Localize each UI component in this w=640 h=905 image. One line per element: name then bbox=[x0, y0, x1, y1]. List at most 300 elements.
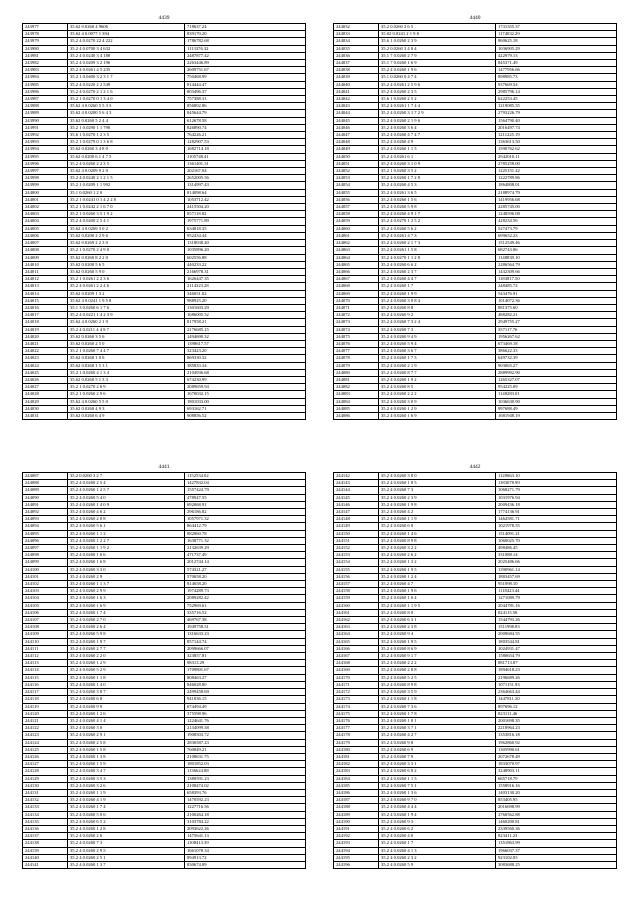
row-id-cell: 244140 bbox=[23, 854, 68, 861]
coordinate-cell: 35.2 4 0.0260 2 1 9 bbox=[379, 362, 496, 369]
row-id-cell: 244029 bbox=[23, 398, 68, 405]
value-cell: 857118.82 bbox=[185, 211, 306, 218]
table-row bbox=[23, 38, 306, 45]
table-row bbox=[23, 494, 306, 501]
coordinate-cell: 35.2 4 0.0260 9 7 0 bbox=[379, 797, 496, 804]
table-row bbox=[23, 732, 306, 739]
coordinate-cell: 35.2 4 0.0260 3 2 6 bbox=[68, 782, 185, 789]
value-cell: 1544793.26 bbox=[496, 617, 617, 624]
table-row bbox=[334, 681, 617, 688]
coordinate-cell: 35.2 4 0.0270 1 1 2 8 bbox=[379, 254, 496, 261]
coordinate-cell: 35.2 4 0.0260 1 7 4 bbox=[68, 804, 185, 811]
coordinate-cell: 35.2 4 0.0260 2 5 1 bbox=[68, 854, 185, 861]
row-id-cell: 244047 bbox=[334, 132, 379, 139]
table-row bbox=[23, 581, 306, 588]
coordinate-cell: 35.2 4 0.0260 8 7 7 bbox=[379, 369, 496, 376]
table-row bbox=[334, 225, 617, 232]
table-row bbox=[23, 840, 306, 847]
row-id-cell: 243995 bbox=[23, 153, 68, 160]
row-id-cell: 243988 bbox=[23, 103, 68, 110]
page-4441 bbox=[22, 463, 306, 869]
coordinate-cell: 35.2 4 0.0260 7 3 2 4 bbox=[379, 319, 496, 326]
table-row bbox=[334, 348, 617, 355]
table-row bbox=[23, 348, 306, 355]
coordinate-cell: 35.1 0.0260 1 2 0 bbox=[68, 189, 185, 196]
table-row bbox=[334, 638, 617, 645]
coordinate-cell: 35.6 1 0.0260 2 3 9 bbox=[379, 38, 496, 45]
value-cell: 752969.61 bbox=[185, 602, 306, 609]
value-cell: 1361401.31 bbox=[185, 160, 306, 167]
coordinate-cell: 35.2 4 0.0260 1 6 9 bbox=[68, 602, 185, 609]
row-id-cell: 244094 bbox=[23, 523, 68, 530]
row-id-cell: 244037 bbox=[334, 60, 379, 67]
row-id-cell: 244040 bbox=[334, 81, 379, 88]
value-cell: 718637.24 bbox=[185, 24, 306, 31]
table-row bbox=[23, 254, 306, 261]
coordinate-cell: 35.2 4 0.0260 6 8 bbox=[379, 523, 496, 530]
coordinate-cell: 35.2 4 0.0260 2 3 2 bbox=[379, 854, 496, 861]
row-id-cell: 244107 bbox=[23, 617, 68, 624]
coordinate-cell: 35.2 4 0.0260 5 9 bbox=[379, 861, 496, 868]
row-id-cell: 243991 bbox=[23, 124, 68, 131]
coordinate-cell: 35.2 4 0.0260 2 9 bbox=[68, 573, 185, 580]
table-row bbox=[334, 168, 617, 175]
table-row bbox=[23, 52, 306, 59]
value-cell: 665718.79 bbox=[496, 775, 617, 782]
row-id-cell: 244135 bbox=[23, 818, 68, 825]
row-id-cell: 244056 bbox=[334, 196, 379, 203]
value-cell: 988925.20 bbox=[185, 297, 306, 304]
value-cell: 1071151.93 bbox=[496, 681, 617, 688]
row-id-cell: 244071 bbox=[334, 304, 379, 311]
table-row bbox=[23, 624, 306, 631]
value-cell: 612678.58 bbox=[185, 117, 306, 124]
value-cell: 757388.31 bbox=[185, 96, 306, 103]
value-cell: 1403130.20 bbox=[496, 789, 617, 796]
coordinate-cell: 35.2 4 0.0260 6 9 bbox=[379, 746, 496, 753]
table-row bbox=[23, 398, 306, 405]
value-cell: 817958.21 bbox=[185, 319, 306, 326]
value-cell: 1148839.10 bbox=[496, 254, 617, 261]
value-cell: 1512549.46 bbox=[496, 240, 617, 247]
coordinate-cell: 35.2 4 0.0260 1 6 8 bbox=[68, 559, 185, 566]
value-cell: 860625.18 bbox=[496, 38, 617, 45]
coordinate-cell: 35.2 4 0.0260 1 0 1 bbox=[379, 717, 496, 724]
coordinate-cell: 35.2 4 0.0260 2 6 2 bbox=[379, 552, 496, 559]
coordinate-cell: 35.2 4 0.0261 4 7 3 bbox=[379, 232, 496, 239]
row-id-cell: 244179 bbox=[334, 739, 379, 746]
row-id-cell: 244015 bbox=[23, 297, 68, 304]
table-row bbox=[23, 487, 306, 494]
row-id-cell: 244145 bbox=[334, 494, 379, 501]
table-row bbox=[23, 509, 306, 516]
table-row bbox=[23, 645, 306, 652]
coordinate-cell: 35.2 4 0.0260 6 8 bbox=[68, 696, 185, 703]
table-row bbox=[23, 552, 306, 559]
row-id-cell: 244103 bbox=[23, 588, 68, 595]
value-cell: 2134099.38 bbox=[185, 725, 306, 732]
coordinate-cell: 35.2 4 0.0260 8 9 8 bbox=[379, 537, 496, 544]
coordinate-cell: 35.2 4 0.0260 3 8 0 bbox=[379, 473, 496, 480]
row-id-cell: 244054 bbox=[334, 182, 379, 189]
value-cell: 1305990.61 bbox=[496, 746, 617, 753]
row-id-cell: 243981 bbox=[23, 52, 68, 59]
value-cell: 375598.96 bbox=[185, 710, 306, 717]
table-row bbox=[334, 218, 617, 225]
value-cell: 881375.60 bbox=[496, 304, 617, 311]
row-id-cell: 244189 bbox=[334, 811, 379, 818]
row-id-cell: 244136 bbox=[23, 825, 68, 832]
value-cell: 839170.20 bbox=[185, 31, 306, 38]
table-row bbox=[334, 52, 617, 59]
table-row bbox=[334, 103, 617, 110]
table-row bbox=[23, 573, 306, 580]
coordinate-cell: 35.62 0.0260 2 5 0 bbox=[68, 340, 185, 347]
coordinate-cell: 35.2 4 0.0260 1 7 2 8 bbox=[379, 175, 496, 182]
page-title: 4440 bbox=[469, 15, 481, 21]
value-cell: 1477956.66 bbox=[496, 67, 617, 74]
coordinate-cell: 35.1 7 0.0260 2 7 9 bbox=[379, 52, 496, 59]
table-row bbox=[23, 739, 306, 746]
value-cell: 1265327.07 bbox=[496, 376, 617, 383]
row-id-cell: 244007 bbox=[23, 240, 68, 247]
coordinate-cell: 35.2 4 0.0260 2 3 8 bbox=[379, 624, 496, 631]
row-id-cell: 244188 bbox=[334, 804, 379, 811]
table-row bbox=[23, 710, 306, 717]
value-cell: 923102.83 bbox=[496, 854, 617, 861]
row-id-cell: 244019 bbox=[23, 326, 68, 333]
table-row bbox=[23, 268, 306, 275]
row-id-cell: 244114 bbox=[23, 667, 68, 674]
row-id-cell: 244176 bbox=[334, 717, 379, 724]
value-cell: 673469.18 bbox=[496, 340, 617, 347]
value-cell: 323857.81 bbox=[185, 653, 306, 660]
page-title: 4439 bbox=[158, 15, 170, 21]
row-id-cell: 244171 bbox=[334, 681, 379, 688]
table-row bbox=[23, 240, 306, 247]
table-row bbox=[334, 840, 617, 847]
row-id-cell: 244106 bbox=[23, 609, 68, 616]
coordinate-cell: 35.2 4 0.0260 1 1 9 2 bbox=[68, 545, 185, 552]
row-id-cell: 244045 bbox=[334, 117, 379, 124]
coordinate-cell: 35.62 4 0.0269 3 0 2 bbox=[68, 225, 185, 232]
value-cell: 3248903.11 bbox=[496, 768, 617, 775]
value-cell: 846028.80 bbox=[185, 681, 306, 688]
value-cell: 1113376.32 bbox=[185, 45, 306, 52]
value-cell: 954225.09 bbox=[496, 384, 617, 391]
value-cell: 869330.32 bbox=[185, 355, 306, 362]
table-row bbox=[23, 391, 306, 398]
coordinate-cell: 35.6 1 0.0270 1 2 3 5 bbox=[68, 132, 185, 139]
table-row bbox=[334, 761, 617, 768]
value-cell: 1580654.79 bbox=[496, 653, 617, 660]
value-cell: 1894618.23 bbox=[496, 667, 617, 674]
coordinate-cell: 35.62 0.0260 4 9606 bbox=[68, 24, 185, 31]
row-id-cell: 244043 bbox=[334, 103, 379, 110]
table-row bbox=[23, 667, 306, 674]
coordinate-cell: 35.2 4 0.0260 3 5 3 bbox=[68, 775, 185, 782]
value-cell: 357117.76 bbox=[496, 326, 617, 333]
table-row bbox=[23, 175, 306, 182]
coordinate-cell: 35.2 1 0.0270 2 6 9 bbox=[68, 384, 185, 391]
table-row bbox=[334, 782, 617, 789]
value-cell: 1053712.42 bbox=[185, 196, 306, 203]
table-row bbox=[334, 398, 617, 405]
coordinate-cell: 35.2 4 0.0260 4 4 4 bbox=[379, 804, 496, 811]
coordinate-cell: 35.2 4 0.0260 2 2 2 bbox=[379, 660, 496, 667]
table-row bbox=[23, 660, 306, 667]
row-id-cell: 244157 bbox=[334, 581, 379, 588]
coordinate-cell: 35.2 4 0.0260 3 8 7 bbox=[68, 689, 185, 696]
coordinate-cell: 35.2 4 0.0260 5 9 8 bbox=[68, 631, 185, 638]
table-row bbox=[334, 537, 617, 544]
value-cell: 2218964.23 bbox=[496, 725, 617, 732]
table-row bbox=[23, 854, 306, 861]
table-row bbox=[23, 681, 306, 688]
value-cell: 602556.88 bbox=[185, 254, 306, 261]
coordinate-cell: 35.2 4 0.0260 3 5 9 bbox=[379, 689, 496, 696]
table-row bbox=[23, 88, 306, 95]
coordinate-cell: 35.2 4 0.0260 4 7 4 7 bbox=[379, 132, 496, 139]
value-cell: 2176685.15 bbox=[185, 326, 306, 333]
value-cell: 2499458.69 bbox=[185, 689, 306, 696]
table-row bbox=[23, 689, 306, 696]
value-cell: 2263446.89 bbox=[185, 60, 306, 67]
row-id-cell: 244177 bbox=[334, 725, 379, 732]
row-id-cell: 244163 bbox=[334, 624, 379, 631]
row-id-cell: 244133 bbox=[23, 804, 68, 811]
row-id-cell: 244035 bbox=[334, 45, 379, 52]
table-row bbox=[334, 609, 617, 616]
table-row bbox=[334, 81, 617, 88]
row-id-cell: 244013 bbox=[23, 283, 68, 290]
value-cell: 1174032.29 bbox=[496, 31, 617, 38]
coordinate-cell: 35.62 4 0.0200 5 6 4 3 bbox=[68, 110, 185, 117]
table-row bbox=[23, 297, 306, 304]
value-cell: 1626447.35 bbox=[185, 276, 306, 283]
table-row bbox=[23, 405, 306, 412]
value-cell: 1225151.42 bbox=[496, 168, 617, 175]
table-row bbox=[23, 333, 306, 340]
table-row bbox=[334, 189, 617, 196]
table-row bbox=[23, 117, 306, 124]
coordinate-cell: 35.2 4 0.0260 1 1 9 bbox=[68, 789, 185, 796]
coordinate-cell: 35.2 4 0.0260 2 0 8 bbox=[68, 516, 185, 523]
coordinate-cell: 35.2 4 0.0260 3 0 bbox=[68, 725, 185, 732]
value-cell: 1248596.08 bbox=[496, 211, 617, 218]
row-id-cell: 244060 bbox=[334, 225, 379, 232]
row-id-cell: 244064 bbox=[334, 254, 379, 261]
table-row bbox=[23, 211, 306, 218]
value-cell: 2166978.31 bbox=[185, 268, 306, 275]
coordinate-cell: 35.2 4 0.0260 3 6 7 bbox=[379, 348, 496, 355]
value-cell: 845371.49 bbox=[496, 60, 617, 67]
row-id-cell: 244161 bbox=[334, 609, 379, 616]
data-table bbox=[22, 23, 306, 420]
row-id-cell: 244074 bbox=[334, 326, 379, 333]
value-cell: 692068.91 bbox=[185, 501, 306, 508]
table-row bbox=[23, 501, 306, 508]
coordinate-cell: 35.2 4 0.0260 1 3 8 bbox=[68, 753, 185, 760]
table-row bbox=[334, 653, 617, 660]
row-id-cell: 244024 bbox=[23, 362, 68, 369]
value-cell: 1036630.90 bbox=[496, 398, 617, 405]
value-cell: 3103784.22 bbox=[185, 818, 306, 825]
value-cell: 1398617.57 bbox=[185, 340, 306, 347]
row-id-cell: 244030 bbox=[23, 405, 68, 412]
row-id-cell: 244196 bbox=[334, 861, 379, 868]
coordinate-cell: 35.1 0.0260 0 4 7 4 bbox=[379, 74, 496, 81]
value-cell: 1460200.81 bbox=[496, 818, 617, 825]
value-cell: 1031976.94 bbox=[496, 494, 617, 501]
coordinate-cell: 35.2 1 0.0260 4 1 3 4 bbox=[68, 369, 185, 376]
row-id-cell: 243996 bbox=[23, 160, 68, 167]
coordinate-cell: 35.2 4 0.0260 4 6 2 bbox=[68, 509, 185, 516]
value-cell: 1464581.71 bbox=[496, 516, 617, 523]
table-row bbox=[334, 132, 617, 139]
row-id-cell: 244125 bbox=[23, 746, 68, 753]
coordinate-cell: 35.2 4 0.0260 1 3 2 bbox=[379, 559, 496, 566]
value-cell: 1557424.79 bbox=[185, 487, 306, 494]
value-cell: 937669.54 bbox=[496, 81, 617, 88]
coordinate-cell: 35.2 4 0.0260 2 6 bbox=[68, 833, 185, 840]
coordinate-cell: 35.2 4 0.0260 7 3 bbox=[379, 487, 496, 494]
row-id-cell: 244098 bbox=[23, 552, 68, 559]
row-id-cell: 244118 bbox=[23, 696, 68, 703]
coordinate-cell: 35.2 4 0.0260 4 2 bbox=[379, 509, 496, 516]
coordinate-cell: 35.2 4 0.0260 2 9 1 bbox=[68, 732, 185, 739]
table-row bbox=[334, 96, 617, 103]
row-id-cell: 244150 bbox=[334, 530, 379, 537]
coordinate-cell: 35.2 4 0.0260 8 5 bbox=[379, 384, 496, 391]
row-id-cell: 244166 bbox=[334, 645, 379, 652]
table-row bbox=[23, 703, 306, 710]
coordinate-cell: 35.2 4 0.0260 3 3 1 bbox=[379, 761, 496, 768]
row-id-cell: 244088 bbox=[23, 480, 68, 487]
value-cell: 674230.99 bbox=[185, 376, 306, 383]
row-id-cell: 244186 bbox=[334, 789, 379, 796]
row-id-cell: 244110 bbox=[23, 638, 68, 645]
table-row bbox=[334, 31, 617, 38]
value-cell: 1564790.40 bbox=[496, 117, 617, 124]
value-cell: 1036905.29 bbox=[496, 45, 617, 52]
coordinate-cell: 35.2 4 0.0260 4 1 3 bbox=[379, 847, 496, 854]
row-id-cell: 244077 bbox=[334, 348, 379, 355]
value-cell: 952434.44 bbox=[185, 232, 306, 239]
value-cell: 814098.64 bbox=[185, 189, 306, 196]
row-id-cell: 244180 bbox=[334, 746, 379, 753]
table-row bbox=[334, 319, 617, 326]
table-row bbox=[334, 146, 617, 153]
row-id-cell: 244001 bbox=[23, 196, 68, 203]
value-cell: 2196689.26 bbox=[496, 674, 617, 681]
table-row bbox=[334, 516, 617, 523]
row-id-cell: 244059 bbox=[334, 218, 379, 225]
value-cell: 824115.58 bbox=[496, 609, 617, 616]
table-row bbox=[334, 617, 617, 624]
value-cell: 2044781.16 bbox=[496, 602, 617, 609]
coordinate-cell: 35.2 4 0.0260 1 1 9 bbox=[379, 516, 496, 523]
row-id-cell: 244121 bbox=[23, 717, 68, 724]
coordinate-cell: 35.62 0.0260 5 9 0 bbox=[68, 268, 185, 275]
value-cell: 2188974.79 bbox=[496, 189, 617, 196]
table-row bbox=[23, 312, 306, 319]
value-cell: 1227716.56 bbox=[185, 804, 306, 811]
coordinate-cell: 35.2 1 0.0270 2 4 9 0 bbox=[68, 247, 185, 254]
table-row bbox=[334, 160, 617, 167]
coordinate-cell: 35.2 4 0.0260 1 9 5 bbox=[379, 566, 496, 573]
coordinate-cell: 35.02 0.0241 2 1 9 8 bbox=[379, 31, 496, 38]
row-id-cell: 244073 bbox=[334, 319, 379, 326]
coordinate-cell: 35.2 4 0.0260 1 5 6 bbox=[379, 196, 496, 203]
value-cell: 1224641.76 bbox=[185, 717, 306, 724]
table-row bbox=[23, 326, 306, 333]
coordinate-cell: 35.2 4 0.0260 6 3 1 bbox=[379, 617, 496, 624]
row-id-cell: 244096 bbox=[23, 537, 68, 544]
coordinate-cell: 35.2 4 0.0260 2 5 4 bbox=[68, 480, 185, 487]
row-id-cell: 244082 bbox=[334, 384, 379, 391]
row-id-cell: 244033 bbox=[334, 31, 379, 38]
table-row bbox=[334, 825, 617, 832]
value-cell: 1183817.50 bbox=[496, 276, 617, 283]
row-id-cell: 244091 bbox=[23, 501, 68, 508]
table-row bbox=[23, 355, 306, 362]
value-cell: 1105748.41 bbox=[185, 153, 306, 160]
row-id-cell: 244100 bbox=[23, 566, 68, 573]
row-id-cell: 244027 bbox=[23, 384, 68, 391]
coordinate-cell: 35.62 0.0209 1 3 2 bbox=[68, 290, 185, 297]
table-row bbox=[334, 552, 617, 559]
row-id-cell: 244165 bbox=[334, 638, 379, 645]
coordinate-cell: 35.2 4 0.0260 8 9 8 bbox=[379, 681, 496, 688]
value-cell: 1035896.20 bbox=[185, 247, 306, 254]
value-cell: 422979.13 bbox=[496, 52, 617, 59]
table-row bbox=[23, 717, 306, 724]
row-id-cell: 244009 bbox=[23, 254, 68, 261]
value-cell: 1966037.37 bbox=[496, 847, 617, 854]
value-cell: 469767.38 bbox=[185, 617, 306, 624]
row-id-cell: 244039 bbox=[334, 74, 379, 81]
table-row bbox=[334, 509, 617, 516]
coordinate-cell: 35.62 0.0200 5 6 5 bbox=[68, 261, 185, 268]
value-cell: 853405.95 bbox=[496, 797, 617, 804]
row-id-cell: 243997 bbox=[23, 168, 68, 175]
value-cell: 2760562.88 bbox=[496, 811, 617, 818]
table-row bbox=[23, 376, 306, 383]
table-row bbox=[23, 218, 306, 225]
table-row bbox=[334, 45, 617, 52]
value-cell: 1068271.79 bbox=[496, 487, 617, 494]
coordinate-cell: 35.2 4 0.0261 4 5 235 bbox=[68, 67, 185, 74]
coordinate-cell: 35.2 4 0.0260 7 3 bbox=[379, 326, 496, 333]
coordinate-cell: 35.2 4 0.0260 6 2 bbox=[379, 825, 496, 832]
row-id-cell: 244156 bbox=[334, 573, 379, 580]
row-id-cell: 244158 bbox=[334, 588, 379, 595]
coordinate-cell: 35.62 4 0.0077 1 394 bbox=[68, 31, 185, 38]
coordinate-cell: 35.62 0.0260 1 5 3 1 bbox=[68, 362, 185, 369]
table-row bbox=[23, 797, 306, 804]
table-row bbox=[23, 775, 306, 782]
row-id-cell: 244012 bbox=[23, 276, 68, 283]
table-row bbox=[23, 653, 306, 660]
coordinate-cell: 35.2 4 0.0260 1 9 8 bbox=[379, 501, 496, 508]
coordinate-cell: 35.2 4 0.0260 1 5 8 bbox=[68, 746, 185, 753]
value-cell: 2364663.44 bbox=[496, 689, 617, 696]
row-id-cell: 244078 bbox=[334, 355, 379, 362]
value-cell: 2104936.68 bbox=[185, 369, 306, 376]
row-id-cell: 244052 bbox=[334, 168, 379, 175]
coordinate-cell: 35.6 1 0.0260 2 5 2 bbox=[379, 96, 496, 103]
